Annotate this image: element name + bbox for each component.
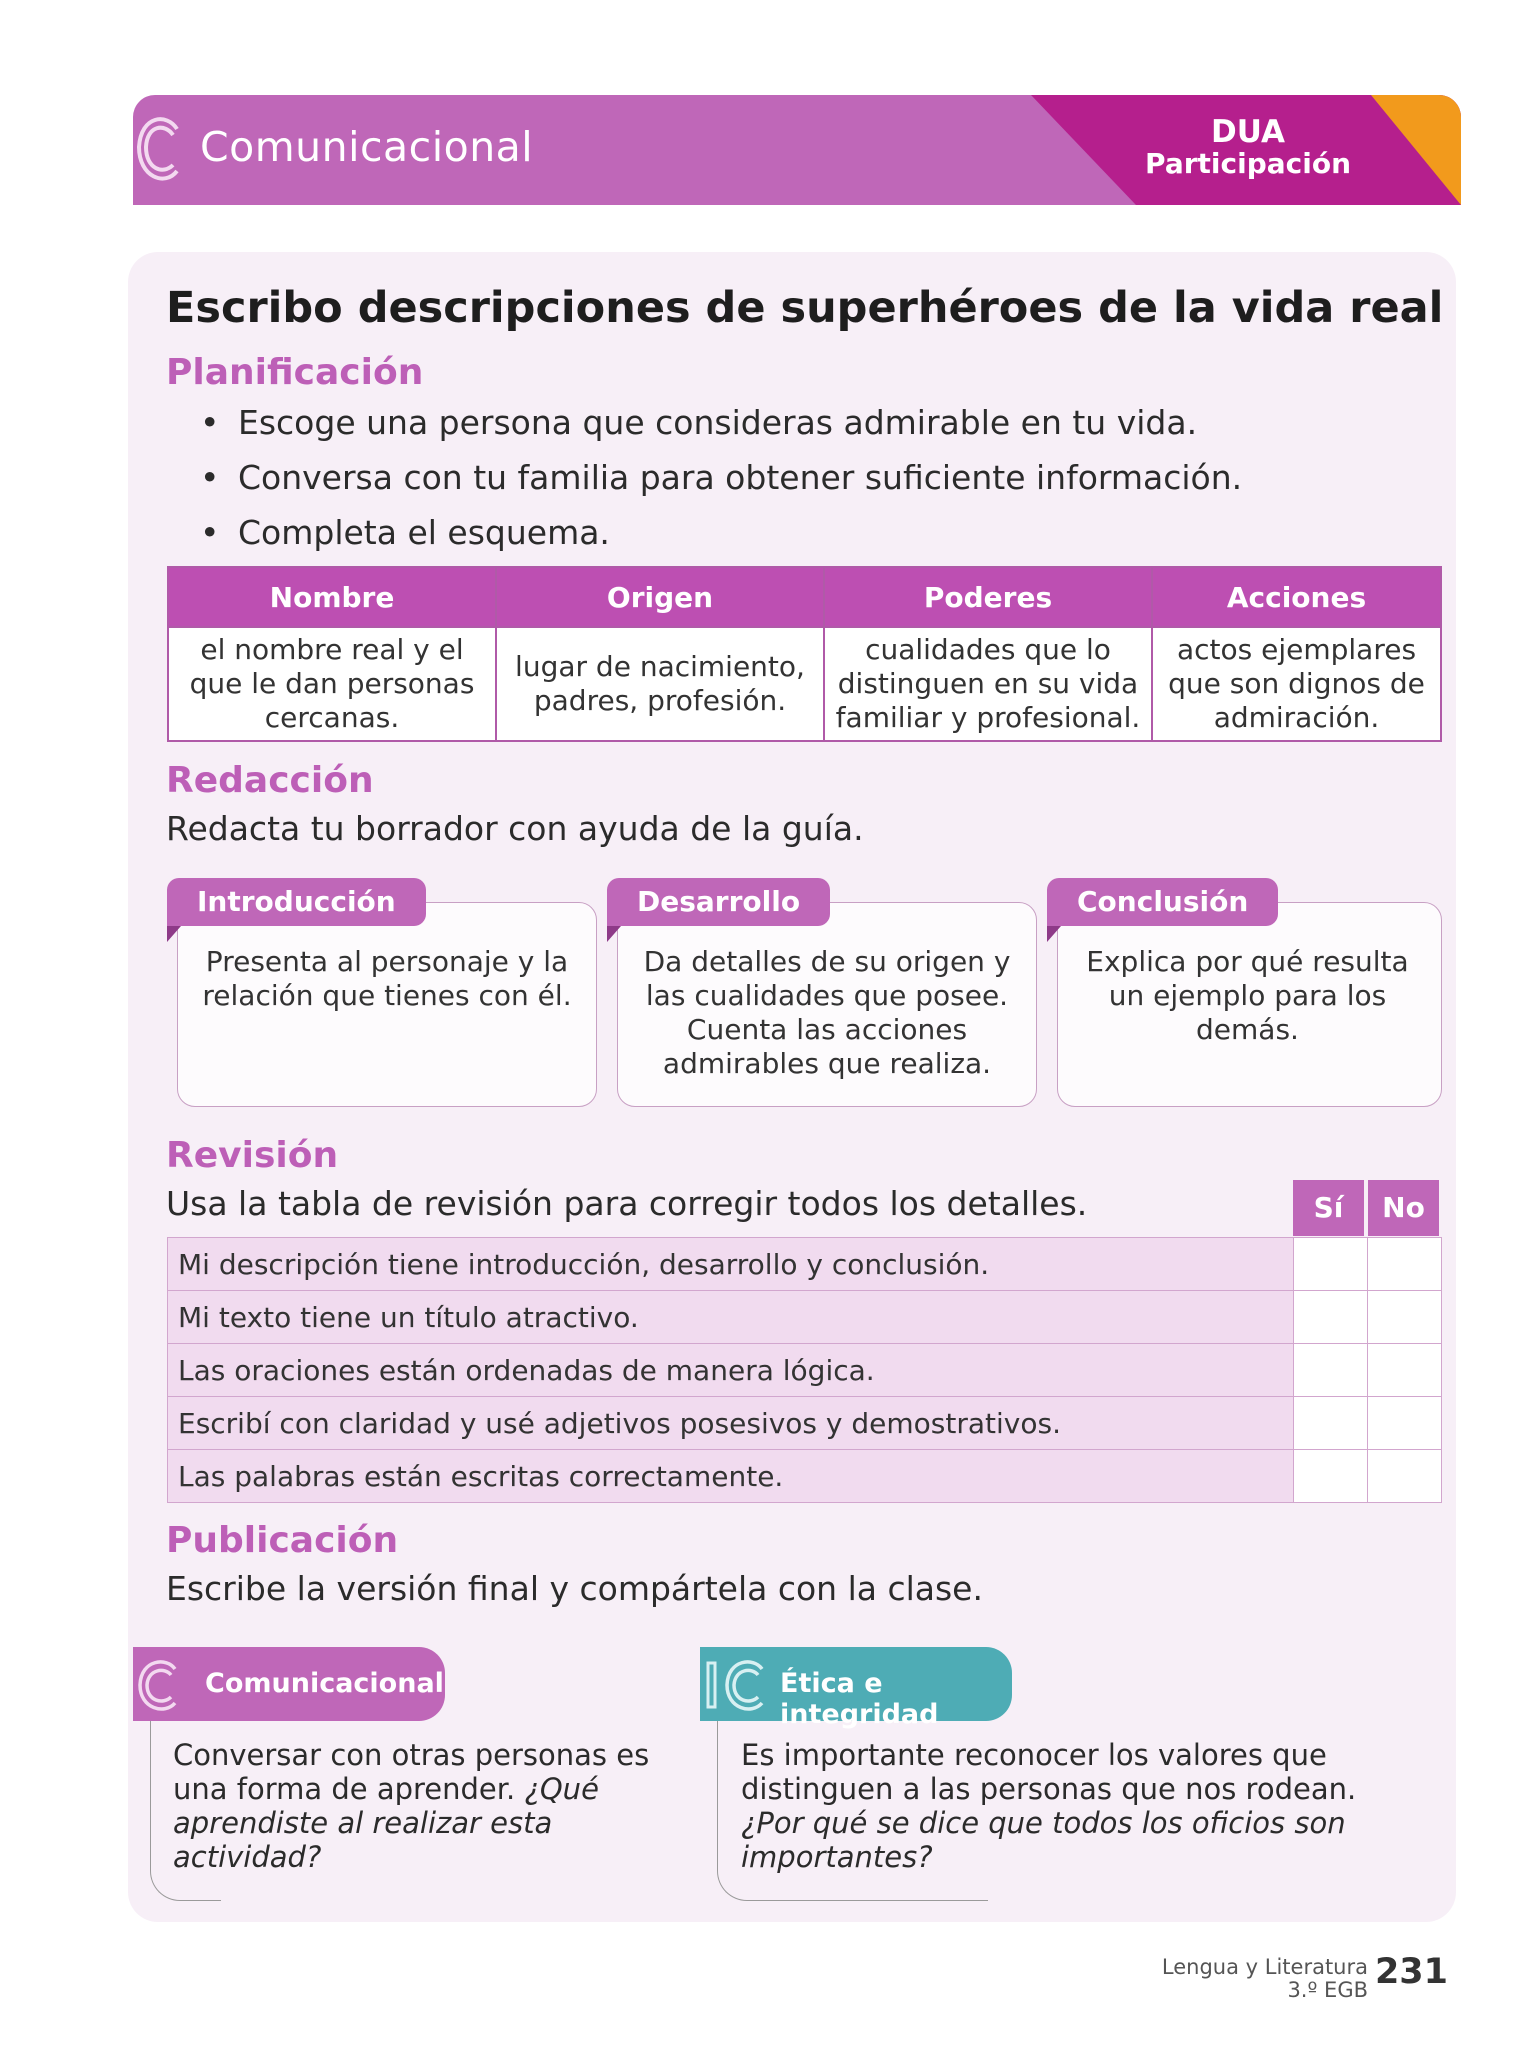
yes-checkbox[interactable] [1294,1450,1368,1503]
development-tab: Desarrollo [607,878,830,926]
yes-checkbox[interactable] [1294,1397,1368,1450]
text-italic: ¿Qué [524,1772,599,1806]
text-line [173,1840,673,1874]
no-checkbox[interactable] [1368,1238,1442,1291]
activity-title: Escribo descripciones de superhéroes de la vida real [166,283,1444,333]
page-number: 231 [1374,1952,1448,1992]
intro-text [187,945,587,1013]
revision-item: Las oraciones están ordenadas de manera lógica. [168,1344,1294,1397]
box-line: las cualidades que posee. [645,979,1009,1012]
cell-line: lugar de nacimiento, [515,650,805,683]
box-line: Presenta al personaje y la [205,945,569,978]
cell-line: admiración. [1213,701,1380,734]
conclusion-tab: Conclusión [1047,878,1278,926]
comunicacional-logo-icon [133,107,183,193]
bullet-item: • Completa el esquema. [200,505,1242,560]
bullet-item: • Escoge una persona que consideras admirable en tu vida. [200,395,1242,450]
box-line: Explica por qué resulta [1086,945,1409,978]
text-italic: importantes? [741,1840,933,1874]
yes-checkbox[interactable] [1294,1238,1368,1291]
box-line: relación que tienes con él. [202,979,572,1012]
header-banner [133,95,1461,205]
revision-instruction: Usa la tabla de revisión para corregir todos los detalles. [166,1184,1088,1223]
text-line [173,1738,673,1772]
intro-tab: Introducción [167,878,426,926]
revision-item: Mi texto tiene un título atractivo. [168,1291,1294,1344]
comunicacional-text [173,1738,673,1874]
revision-heading: Revisión [166,1135,339,1176]
revision-item: Mi descripción tiene introducción, desarrollo y conclusión. [168,1238,1294,1291]
etica-tab [700,1647,1012,1730]
bullet-item: • Conversa con tu familia para obtener suficiente información. [200,450,1242,505]
yes-checkbox[interactable] [1294,1291,1368,1344]
text-italic: actividad? [173,1840,322,1874]
table-header: Poderes [824,567,1152,627]
conclusion-text [1065,945,1430,1047]
table-row [168,1450,1442,1503]
revision-item: Las palabras están escritas correctamente. [168,1450,1294,1503]
box-line: Da detalles de su origen y [643,945,1011,978]
etica-integridad-icon [702,1655,772,1715]
no-checkbox[interactable] [1368,1344,1442,1397]
text-plain: Es importante reconocer los valores que [741,1738,1327,1772]
comunicacional-label: Comunicacional [205,1668,444,1699]
text-line [741,1806,1421,1840]
cell-line: el nombre real y el [200,633,464,666]
comunicacional-tab [133,1647,445,1721]
text-italic: aprendiste al realizar esta [173,1806,553,1840]
table-row [168,1344,1442,1397]
cell-line: actos ejemplares [1176,633,1417,666]
planning-table [167,566,1442,742]
publication-heading: Publicación [166,1520,399,1561]
drafting-heading: Redacción [166,760,374,801]
table-row [168,1397,1442,1450]
yes-header: Sí [1293,1180,1364,1236]
grade-label: 3.º EGB [1287,1978,1368,2002]
header-title: Comunicacional [200,123,534,171]
yes-checkbox[interactable] [1294,1344,1368,1397]
cell-line: que le dan personas [189,667,475,700]
table-header: Nombre [168,567,496,627]
table-cell [1152,627,1441,741]
dua-line1: DUA [1211,114,1285,150]
cell-line: distinguen en su vida [837,667,1139,700]
dua-label [1145,115,1351,180]
table-row [168,1238,1442,1291]
no-checkbox[interactable] [1368,1450,1442,1503]
cell-line: cercanas. [264,701,400,734]
revision-item: Escribí con claridad y usé adjetivos posesivos y demostrativos. [168,1397,1294,1450]
dua-line2: Participación [1145,147,1351,181]
box-line: admirables que realiza. [662,1047,992,1080]
development-text [627,945,1027,1081]
text-plain: distinguen a las personas que nos rodean. [741,1772,1357,1806]
text-line [741,1772,1421,1806]
etica-text [741,1738,1421,1874]
cell-line: que son dignos de [1168,667,1425,700]
no-checkbox[interactable] [1368,1291,1442,1344]
table-cell [496,627,824,741]
subject-name: Lengua y Literatura [1161,1955,1368,1979]
planning-heading: Planificación [166,352,424,393]
footer-subject [1162,1956,1368,2002]
drafting-instruction: Redacta tu borrador con ayuda de la guía. [166,809,864,848]
planning-bullets [200,395,1242,560]
publication-instruction: Escribe la versión final y compártela con la clase. [166,1569,983,1608]
text-plain: Conversar con otras personas es [173,1738,650,1772]
revision-table [167,1237,1442,1503]
table-header: Origen [496,567,824,627]
table-header: Acciones [1152,567,1441,627]
box-line: Cuenta las acciones [686,1013,968,1046]
no-header: No [1368,1180,1439,1236]
no-checkbox[interactable] [1368,1397,1442,1450]
table-cell [824,627,1152,741]
text-line [173,1806,673,1840]
text-plain: una forma de aprender. [173,1772,525,1806]
text-line [173,1772,673,1806]
etica-label: Ética e integridad [780,1668,939,1730]
cell-line: padres, profesión. [533,684,787,717]
cell-line: familiar y profesional. [835,701,1141,734]
cell-line: cualidades que lo [865,633,1111,666]
text-line [741,1738,1421,1772]
table-row [168,1291,1442,1344]
comunicacional-small-icon [135,1655,181,1715]
table-cell [168,627,496,741]
text-line [741,1840,1421,1874]
text-italic: ¿Por qué se dice que todos los oficios son [741,1806,1346,1840]
box-line: demás. [1196,1013,1299,1046]
box-line: un ejemplo para los [1108,979,1387,1012]
